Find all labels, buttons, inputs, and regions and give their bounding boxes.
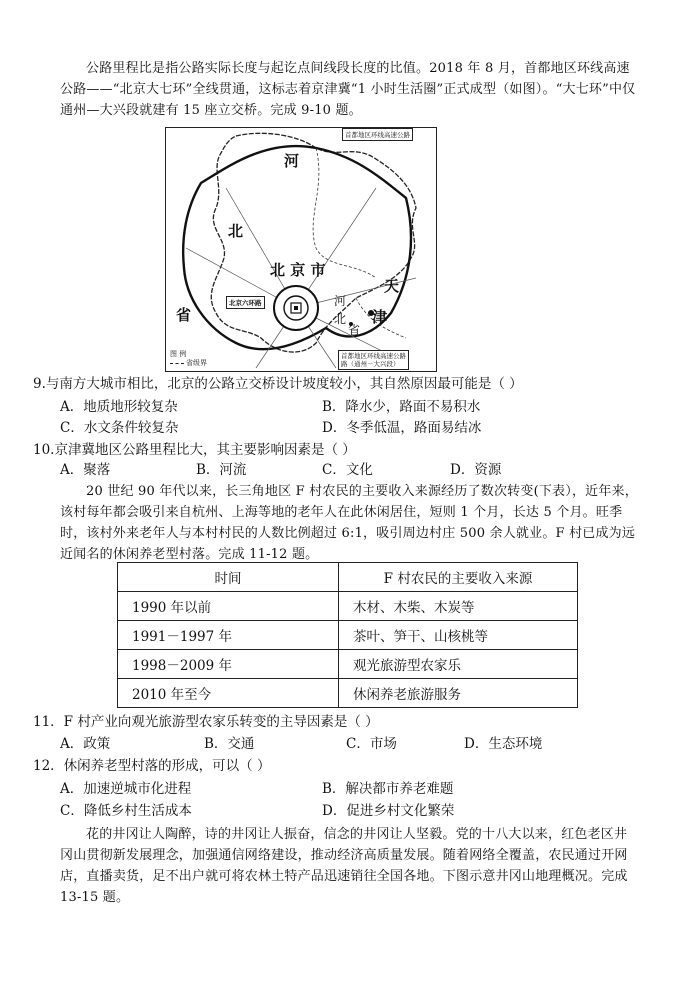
- question-10-stem: 10.京津冀地区公路里程比大，其主要影响因素是（ ）: [33, 442, 356, 458]
- q10-option-d: D．资源: [450, 462, 502, 478]
- label-tian: 天: [384, 277, 400, 295]
- q12-option-a: A．加速逆城市化进程: [60, 781, 192, 797]
- question-11-stem: 11．F 村产业向观光旅游型农家乐转变的主导因素是（ ）: [33, 714, 379, 730]
- q9-option-b: B．降水少，路面不易积水: [322, 399, 481, 415]
- q9-option-a: A．地质地形较复杂: [60, 399, 178, 415]
- q9-option-d: D．冬季低温，路面易结冰: [322, 420, 482, 436]
- table-row: [118, 650, 578, 679]
- q11-option-b: B．交通: [204, 736, 255, 752]
- table-cell: 1991－1997 年: [118, 621, 339, 650]
- label-hebei-he: 河: [334, 294, 347, 308]
- q12-option-d: D．促进乡村文化繁荣: [322, 803, 455, 819]
- map-drawing: [166, 128, 436, 371]
- q12-option-b: B．解决都市养老难题: [322, 781, 454, 797]
- q11-option-a: A．政策: [60, 736, 111, 752]
- map-legend: [170, 350, 207, 368]
- question-9-stem: 9.与南方大城市相比，北京的公路立交桥设计坡度较小，其自然原因最可能是（ ）: [33, 376, 523, 392]
- beijing-ring-road-map: [165, 127, 437, 372]
- q10-option-a: A．聚落: [60, 462, 111, 478]
- table-cell: 休闲养老旅游服务: [339, 679, 578, 708]
- table-row: [118, 679, 578, 708]
- q10-option-b: B．河流: [196, 462, 247, 478]
- label-beijing: 北 京 市: [270, 261, 326, 279]
- income-source-table: [117, 562, 578, 708]
- table-cell: 观光旅游型农家乐: [339, 650, 578, 679]
- table-header-row: [118, 563, 578, 592]
- question-12-stem: 12．休闲养老型村落的形成，可以（ ）: [33, 758, 271, 774]
- callout-ring-road-top: 首都地区环线高速公路: [342, 128, 413, 141]
- table-cell: 2010 年至今: [118, 679, 339, 708]
- table-row: [118, 592, 578, 621]
- q12-option-c: C．降低乡村生活成本: [60, 803, 192, 819]
- table-cell: 木材、木柴、木炭等: [339, 592, 578, 621]
- q10-option-c: C．文化: [322, 462, 373, 478]
- intro-paragraph-13-15: 花的井冈让人陶醉，诗的井冈让人振奋，信念的井冈让人坚毅。党的十八大以来，红色老区井冈山贯彻新发展理念，加强通信网络建设，推动经济高质量发展。随着网络全覆盖，农民通过开网店，直播卖货，足不出户就可将农林土特产品迅速销往全国各地。下图示意井冈山地理概况。完成 13-15 题。: [60, 827, 628, 905]
- table-cell: 茶叶、笋干、山核桃等: [339, 621, 578, 650]
- table-header-time: 时间: [118, 563, 339, 592]
- label-hebei-sheng: 省: [348, 323, 361, 337]
- q11-option-c: C．市场: [346, 736, 397, 752]
- label-bei: 北: [228, 222, 244, 240]
- legend-item: 省级界: [170, 359, 207, 368]
- intro-paragraph-11-12: 20 世纪 90 年代以来，长三角地区 F 村农民的主要收入来源经历了数次转变(下表），近年来，该村每年都会吸引来自杭州、上海等地的老年人在此休闲居住，短则 1 个月，长达 5 个月。旺季时，该村外来老年人与本村村民的人数比例超过 6:1，吸引周边村庄 500 余人就业。F 村已成为远近闻名的休闲养老型村落。完成 11-12 题。: [60, 484, 638, 562]
- q11-option-d: D．生态环境: [464, 736, 543, 752]
- callout-sixth-ring: 北京六环路: [226, 296, 265, 309]
- label-jin: 津: [372, 308, 388, 326]
- table-cell: 1990 年以前: [118, 592, 339, 621]
- label-sheng: 省: [176, 306, 192, 324]
- table-header-income: F 村农民的主要收入来源: [339, 563, 578, 592]
- label-hebei-bei: 北: [334, 312, 347, 326]
- table-row: [118, 621, 578, 650]
- intro-paragraph-9-10: 公路里程比是指公路实际长度与起讫点间线段长度的比值。2018 年 8 月，首都地区环线高速公路——“北京大七环”全线贯通，这标志着京津冀“1 小时生活圈”正式成型（如图）。“大七环”中仅通州—大兴段就建有 15 座立交桥。完成 9-10 题。: [60, 61, 636, 118]
- table-cell: 1998－2009 年: [118, 650, 339, 679]
- legend-title: 图 例: [170, 350, 187, 358]
- q9-option-c: C．水文条件较复杂: [60, 420, 179, 436]
- callout-ring-road-bottom: 首都地区环线高速公路 路（通州－大兴段）: [338, 350, 409, 370]
- label-he: 河: [284, 152, 300, 170]
